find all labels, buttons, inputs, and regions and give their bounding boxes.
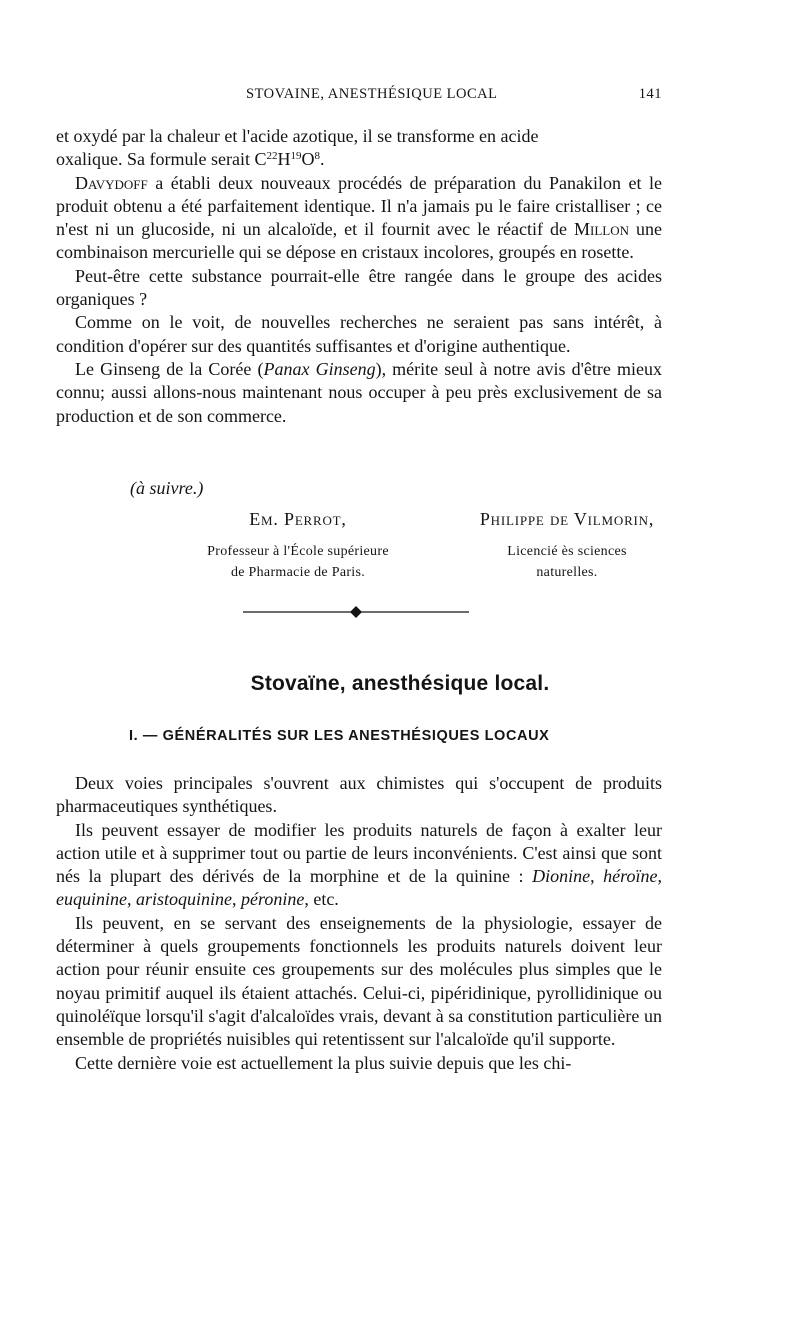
running-title: STOVAINE, ANESTHÉSIQUE LOCAL bbox=[246, 86, 498, 102]
author-institution: de Pharmacie de Paris. bbox=[230, 565, 366, 580]
drug-name: Dionine bbox=[532, 866, 591, 887]
author-name-davydoff: Davydoff bbox=[75, 172, 148, 193]
author-title: Licencié ès sciences bbox=[507, 544, 627, 559]
article-title: Stovaïne, anesthésique local. bbox=[250, 672, 550, 695]
paragraph-two-paths: Deux voies principales s'ouvrent aux chimistes qui s'occupent de produits pharmaceutiques synthétiques. bbox=[56, 773, 662, 817]
drug-name: héroïne bbox=[603, 866, 658, 887]
signature-vilmorin bbox=[462, 509, 672, 583]
page-header bbox=[56, 86, 662, 108]
author-title: Professeur à l'École supérieure bbox=[207, 544, 389, 559]
author-name-millon: Millon bbox=[574, 219, 630, 240]
species-name: Panax Ginseng bbox=[263, 358, 376, 379]
signature-perrot bbox=[178, 509, 418, 583]
page-number: 141 bbox=[638, 86, 662, 102]
paragraph-organic-acids: Peut-être cette substance pourrait-elle être rangée dans le groupe des acides organiques ? bbox=[56, 265, 662, 310]
author-name: Philippe de Vilmorin, bbox=[479, 509, 655, 529]
author-title-continued: naturelles. bbox=[536, 565, 598, 580]
diamond-rule-separator bbox=[243, 602, 469, 622]
drug-name: aristoquinine bbox=[135, 889, 232, 910]
continued-article-text bbox=[56, 125, 662, 428]
paragraph-physiology: Ils peuvent, en se servant des enseignements de la physiologie, essayer de déterminer à quels groupements fonctionnels les produits naturels doivent leur action pour réunir ensuite ces groupements sur des molécules plus simples que le noyau primitif auquel ils étaient attachés. Celui-ci, pipéridinique, pyrollidinique ou quinoléïque lorsqu'il s'agit d'alcaloïdes vrais, devant à sa constitution particulière un ensemble de propriétés nuisibles qui retentissent sur l'alcaloïde qu'il supporte. bbox=[56, 912, 662, 1050]
formula-subscript: 19 bbox=[290, 150, 302, 163]
paragraph-davydoff: Davydoff a établi deux nouveaux procédés de préparation du Panakilon et le produit obtenu a été parfaitement identique. Il n'a jamais pu le faire cristalliser ; ce n'est ni un glucoside, ni un alcaloïde, et il fournit avec le réactif de Millon une combinaison mercurielle qui se dépose en cristaux incolores, groupés en rosette. bbox=[56, 172, 662, 263]
paragraph-modify-natural-products: Ils peuvent essayer de modifier les produits naturels de façon à exalter leur action utile et à supprimer tout ou partie de leurs inconvénients. C'est ainsi que sont nés la plupart des dérivés de la morphine et de la quinine : Dionine, héroïne, euquinine, aristoquinine, péronine, etc. bbox=[56, 819, 662, 910]
formula-subscript: 8 bbox=[314, 150, 320, 163]
to-be-continued: (à suivre.) bbox=[130, 478, 204, 498]
paragraph-last-path: Cette dernière voie est actuellement la plus suivie depuis que les chi- bbox=[75, 1052, 572, 1073]
paragraph-oxalic-acid: et oxydé par la chaleur et l'acide azotique, il se transforme en acide oxalique. Sa formule serait $C^{22}H^{19}O^8$. bbox=[56, 126, 539, 170]
paragraph-new-research: Comme on le voit, de nouvelles recherches ne seraient pas sans intérêt, à condition d'opérer sur des quantités suffisantes et d'origine authentique. bbox=[56, 312, 662, 356]
paragraph-ginseng: Le Ginseng de la Corée (Panax Ginseng), mérite seul à notre avis d'être mieux connu; aussi allons-nous maintenant nous occuper à peu près exclusivement de sa production et de son commerce. bbox=[56, 358, 662, 426]
article-body bbox=[56, 772, 662, 1075]
formula-subscript: 22 bbox=[266, 150, 278, 163]
diamond-ornament-icon bbox=[350, 606, 362, 618]
drug-name: euquinine bbox=[56, 889, 127, 910]
author-name: Em. Perrot, bbox=[249, 509, 347, 529]
section-heading: I. — GÉNÉRALITÉS SUR LES ANESTHÉSIQUES LOCAUX bbox=[129, 728, 550, 744]
drug-name: péronine bbox=[241, 889, 305, 910]
